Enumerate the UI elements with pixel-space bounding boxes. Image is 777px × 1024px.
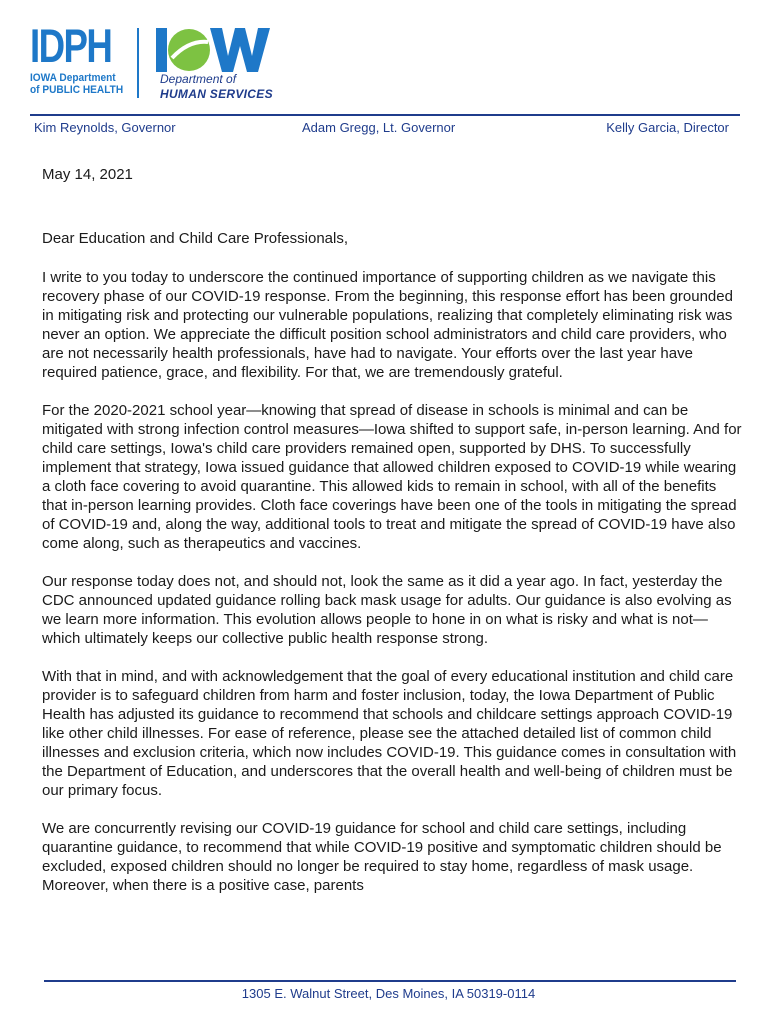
paragraph: With that in mind, and with acknowledgement that the goal of every educational institution and child care provider is to safeguard children from harm and foster inclusion, today, the Iowa Department of Public Health has adjusted its guidance to recommend that schools and childcare settings approach COVID-19 like other child illnesses. For ease of reference, please see the attached detailed list of common child illnesses and exclusion criteria, which now includes COVID-19. This guidance comes in consultation with the Department of Education, and underscores that the overall health and well-being of children must be our primary focus. (42, 668, 737, 799)
letter-body (42, 165, 742, 914)
header-rule (30, 114, 740, 116)
dhs-logo-line1: Department of (160, 72, 237, 86)
paragraph: We are concurrently revising our COVID-19 guidance for school and child care settings, including quarantine guidance, to recommend that while COVID-19 positive and symptomatic children should be excluded, exposed children should no longer be required to stay home, regardless of mask usage. Moreover, when there is a positive case, parents (42, 820, 722, 894)
iowa-dhs-logo (152, 20, 282, 80)
dhs-logo-line2: HUMAN SERVICES (160, 87, 273, 101)
idph-logo-line2: of PUBLIC HEALTH (30, 84, 124, 96)
footer-rule (44, 980, 736, 982)
letterhead (0, 0, 777, 140)
paragraph: I write to you today to underscore the continued importance of supporting children as we navigate this recovery phase of our COVID-19 response. From the beginning, this response effort has been grounded in mitigating risk and protecting our vulnerable populations, realizing that completely eliminating risk was never an option. We appreciate the difficult position school administrators and child care providers, who are not necessarily health professionals, have had to navigate. Your efforts over the last year have required patience, grace, and flexibility. For that, we are tremendously grateful. (42, 269, 733, 381)
paragraph: Our response today does not, and should not, look the same as it did a year ago. In fact, yesterday the CDC announced updated guidance rolling back mask usage for adults. Our guidance is also evolving as we learn more information. This evolution allows people to hone in on what is risky and what is not—which ultimately keeps our collective public health response strong. (42, 573, 732, 647)
director-name: Kelly Garcia, Director (606, 120, 729, 135)
dhs-logo-text (160, 72, 273, 102)
idph-logo-line1: IOWA Department (30, 72, 116, 84)
lt-governor-name: Adam Gregg, Lt. Governor (302, 120, 456, 135)
paragraph: For the 2020-2021 school year—knowing that spread of disease in schools is minimal and can be mitigated with strong infection control measures—Iowa shifted to support safe, in-person learning. And for child care settings, Iowa's child care providers remained open, supported by DHS. To successfully implement that strategy, Iowa issued guidance that allowed children exposed to COVID-19 while wearing a cloth face covering to avoid quarantine. This allowed kids to remain in school, with all of the benefits that in-person learning provides. Cloth face coverings have been one of the tools in mitigating the spread of COVID-19 and, along the way, additional tools to treat and mitigate the spread of COVID-19 have also come along, such as therapeutics and vaccines. (42, 402, 742, 552)
idph-logo-letters: IDPH (30, 19, 112, 72)
idph-logo (30, 19, 124, 96)
letter-date: May 14, 2021 (42, 166, 133, 183)
governor-name: Kim Reynolds, Governor (34, 120, 176, 135)
salutation: Dear Education and Child Care Professionals, (42, 230, 348, 247)
logo-divider (137, 28, 139, 98)
footer-address: 1305 E. Walnut Street, Des Moines, IA 50319-0114 (241, 986, 536, 1001)
